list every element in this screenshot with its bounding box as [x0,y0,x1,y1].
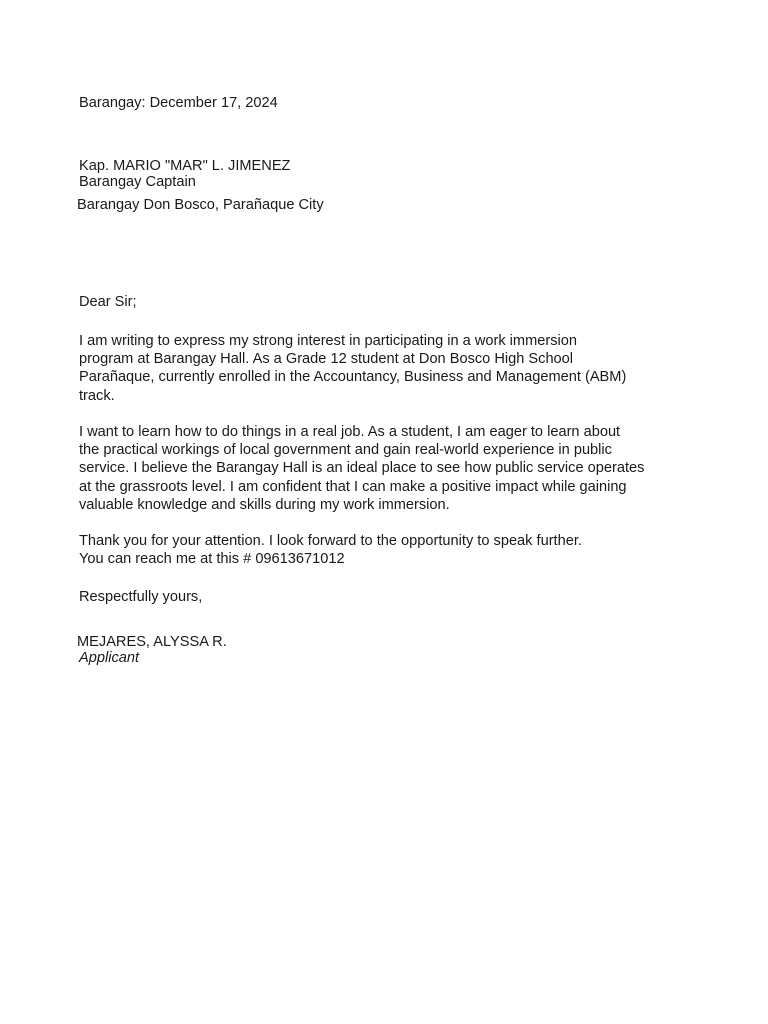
closing: Respectfully yours, [79,589,203,605]
paragraph-line: Thank you for your attention. I look forward to the opportunity to speak further. [79,533,582,549]
recipient-title: Barangay Captain [79,174,196,190]
body-paragraph-2 [79,423,699,514]
recipient-name: Kap. MARIO "MAR" L. JIMENEZ [79,158,291,174]
paragraph-line: at the grassroots level. I am confident that I can make a positive impact while gaining [79,478,627,495]
signatory-name: MEJARES, ALYSSA R. [77,634,227,650]
date-line: Barangay: December 17, 2024 [79,95,278,111]
body-paragraph-1 [79,332,699,405]
paragraph-line: track. [79,387,115,404]
paragraph-line: I want to learn how to do things in a real job. As a student, I am eager to learn about [79,424,621,440]
paragraph-line: Parañaque, currently enrolled in the Accountancy, Business and Management (ABM) [79,369,627,386]
paragraph-line: service. I believe the Barangay Hall is an ideal place to see how public service operates [79,460,645,477]
paragraph-line: valuable knowledge and skills during my work immersion. [79,496,450,513]
paragraph-line: You can reach me at this # 09613671012 [79,551,345,568]
paragraph-line: I am writing to express my strong interest in participating in a work immersion [79,333,577,349]
recipient-address: Barangay Don Bosco, Parañaque City [77,197,324,213]
paragraph-line: program at Barangay Hall. As a Grade 12 student at Don Bosco High School [79,351,574,368]
salutation: Dear Sir; [79,294,137,310]
signatory-role: Applicant [79,650,140,666]
paragraph-line: the practical workings of local government and gain real-world experience in public [79,442,612,459]
body-paragraph-3 [79,532,699,568]
